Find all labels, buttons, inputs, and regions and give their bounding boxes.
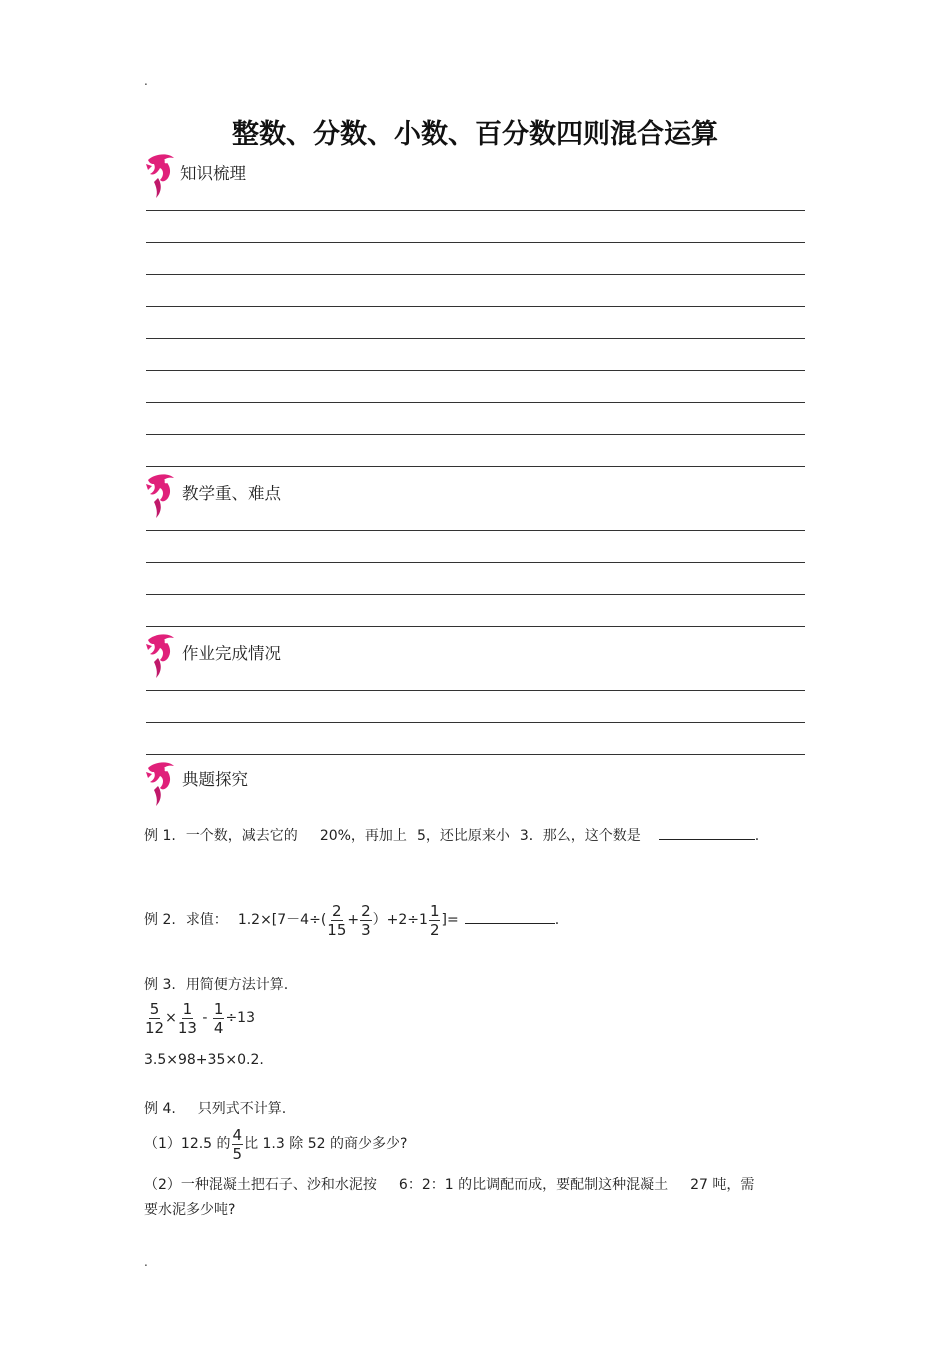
writing-line (146, 434, 805, 435)
example-4-question-2 (144, 1174, 754, 1194)
example-text: ]= (441, 912, 459, 928)
operator: + (347, 912, 360, 928)
example-2 (144, 900, 559, 940)
fraction-denominator: 15 (327, 920, 347, 939)
fraction-denominator: 5 (232, 1144, 243, 1163)
page-title: 整数、分数、小数、百分数四则混合运算 (232, 119, 718, 150)
dolphin-icon (144, 632, 178, 682)
example-text: 用简便方法计算. (185, 977, 289, 993)
section-title: 典题探究 (182, 770, 248, 789)
question-text: （2）一种混凝土把石子、沙和水泥按 (144, 1177, 377, 1193)
writing-line (146, 370, 805, 371)
fraction (232, 1126, 244, 1163)
writing-line (146, 274, 805, 275)
writing-line (146, 210, 805, 211)
page-dot-top: . (144, 74, 148, 88)
section-header-knowledge (144, 152, 284, 204)
fraction (360, 902, 372, 939)
writing-line (146, 530, 805, 531)
fraction-denominator: 4 (213, 1018, 224, 1037)
example-text: 1.2×[7－4÷( (237, 912, 327, 928)
example-4 (144, 1098, 286, 1118)
writing-line (146, 754, 805, 755)
dolphin-icon (144, 152, 178, 202)
fraction-numerator: 5 (149, 999, 160, 1018)
operator: - (202, 1010, 208, 1026)
fraction-denominator: 12 (145, 1018, 165, 1037)
operator: × (165, 1010, 177, 1026)
writing-line (146, 338, 805, 339)
question-text: 比 1.3 除 52 的商少多少? (244, 1136, 408, 1152)
example-end: . (554, 912, 560, 928)
fraction (145, 1000, 164, 1037)
section-title: 作业完成情况 (182, 644, 281, 663)
section-header-key-points (144, 472, 324, 524)
example-end: . (754, 828, 760, 844)
fraction-numerator: 2 (332, 901, 342, 920)
example-text: 只列式不计算. (197, 1101, 287, 1117)
example-label: 例 2. (144, 912, 176, 928)
example-text: 20%，再加上 (319, 828, 407, 844)
answer-blank[interactable] (465, 911, 555, 924)
fraction (327, 902, 346, 939)
writing-line (146, 306, 805, 307)
section-title: 教学重、难点 (182, 484, 281, 503)
dolphin-icon (144, 472, 178, 522)
writing-line (146, 594, 805, 595)
example-text: ÷13 (225, 1010, 255, 1026)
fraction-numerator: 1 (213, 999, 224, 1018)
fraction-denominator: 3 (361, 920, 371, 939)
example-text: 一个数，减去它的 (185, 828, 298, 844)
fraction-denominator: 13 (177, 1018, 197, 1037)
writing-line (146, 690, 805, 691)
example-text: ）+2÷1 (372, 912, 428, 928)
dolphin-icon (144, 760, 178, 810)
question-text: （1）12.5 的 (144, 1136, 231, 1152)
example-label: 例 4. (144, 1101, 176, 1117)
fraction (429, 902, 441, 939)
fraction (213, 1000, 225, 1037)
section-header-homework (144, 632, 324, 684)
example-1 (144, 825, 759, 845)
writing-line (146, 242, 805, 243)
page-dot-bottom: . (144, 1255, 148, 1269)
answer-blank[interactable] (659, 827, 755, 840)
example-3 (144, 974, 288, 994)
example-4-question-2-cont: 要水泥多少吨? (144, 1202, 236, 1218)
fraction-numerator: 2 (361, 901, 371, 920)
example-text: 5，还比原来小 (416, 828, 510, 844)
question-text: 6：2：1 的比调配而成，要配制这种混凝土 (398, 1177, 669, 1193)
writing-line (146, 626, 805, 627)
writing-line (146, 562, 805, 563)
example-4-question-1 (144, 1124, 407, 1164)
example-3-expression-2: 3.5×98+35×0.2. (144, 1052, 264, 1068)
example-label: 例 1. (144, 828, 176, 844)
example-text: 3．那么，这个数是 (519, 828, 641, 844)
fraction-numerator: 1 (182, 999, 193, 1018)
example-label: 例 3. (144, 977, 176, 993)
writing-line (146, 402, 805, 403)
section-header-examples (144, 760, 304, 812)
fraction (178, 1000, 197, 1037)
fraction-numerator: 4 (232, 1125, 243, 1144)
section-title: 知识梳理 (180, 164, 246, 183)
question-text: 27 吨，需 (690, 1177, 755, 1193)
fraction-numerator: 1 (429, 901, 440, 920)
writing-line (146, 722, 805, 723)
fraction-denominator: 2 (429, 920, 440, 939)
writing-line (146, 466, 805, 467)
example-3-expression-1 (144, 998, 255, 1038)
example-text: 求值： (185, 912, 228, 928)
